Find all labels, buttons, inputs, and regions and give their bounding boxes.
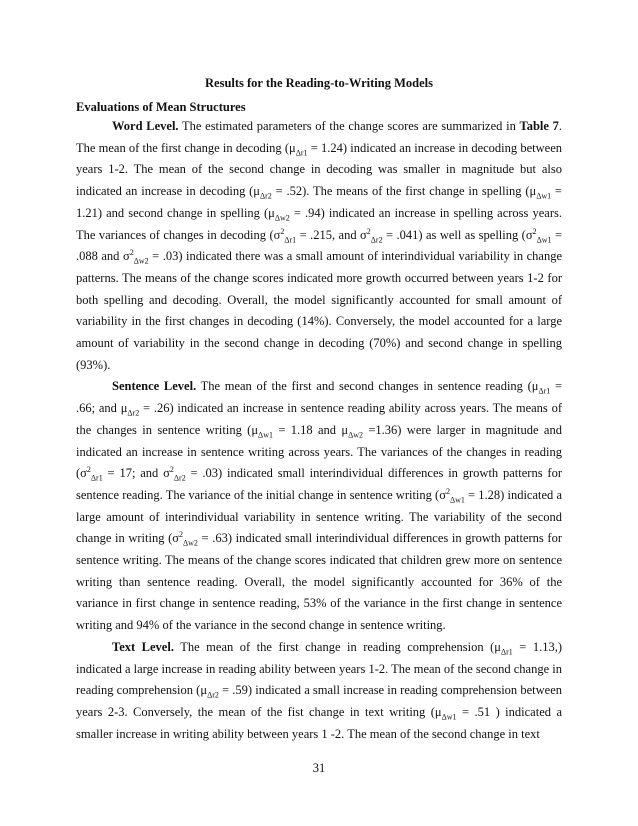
- text-run: = 1.24) indicated an increase in decoding between years 1-2. The mean of the second change in decoding was smaller in magnitude but also indicated an increase in decoding (μ: [76, 140, 563, 199]
- superscript: 2: [129, 248, 134, 258]
- superscript: 2: [532, 226, 537, 236]
- subscript: Δr1: [90, 473, 103, 483]
- superscript: 2: [280, 226, 285, 236]
- subscript: Δr2: [173, 473, 186, 483]
- text-run: = .63) indicated small interindividual differences in growth patterns for sentence writing. The means of the change scores indicated that children grew more on sentence writing than sentence reading. Overall, the model significantly accounted for 36% of the variance in first change in sentence reading, 53% of the variance in the first change in sentence writing and 94% of the variance in the second change in sentence writing.: [76, 531, 562, 633]
- text-run: = .66; and μ: [76, 379, 562, 416]
- text-run: = .59) indicated a small increase in reading comprehension between years 2-3. Conversely, the mean of the fist change in text writing (μ: [76, 683, 562, 719]
- text-run: = 17; and σ: [102, 466, 170, 481]
- text-run: . The mean of the first change in decoding (μ: [76, 119, 562, 155]
- text-run: The mean of the first change in reading comprehension (μ: [173, 639, 501, 654]
- subscript: Δr1: [538, 386, 551, 396]
- table-reference: Table 7: [519, 119, 559, 133]
- paragraph-word-level: [76, 116, 562, 376]
- subscript: Δr2: [127, 408, 140, 418]
- text-run: = .51 ) indicated a smaller increase in writing ability between years 1 -2. The mean of the second change in text: [76, 704, 562, 741]
- subscript: Δw1: [536, 235, 552, 245]
- run-in-heading-sentence-level: Sentence Level.: [112, 379, 197, 394]
- text-run: = .088 and σ: [76, 227, 562, 264]
- text-run: = .215, and σ: [296, 227, 367, 242]
- superscript: 2: [86, 465, 91, 475]
- run-in-heading-word-level: Word Level.: [112, 119, 179, 133]
- text-run: = .03) indicated small interindividual differences in growth patterns for sentence reading. The variance of the initial change in sentence writing (σ: [76, 466, 562, 502]
- page-title: Results for the Reading-to-Writing Models: [205, 76, 433, 90]
- superscript: 2: [445, 486, 450, 496]
- section-heading: Evaluations of Mean Structures: [76, 100, 246, 114]
- text-run: The mean of the first and second changes in sentence reading (μ: [196, 379, 539, 394]
- subscript: Δr1: [295, 148, 308, 158]
- text-run: =1.36) were larger in magnitude and indicated an increase in sentence writing across years. The variances of the changes in reading (σ: [76, 422, 562, 481]
- superscript: 2: [366, 226, 371, 236]
- text-run: = 1.13,) indicated a large increase in reading ability between years 1-2. The mean of the second change in reading comprehension (μ: [76, 639, 562, 698]
- superscript: 2: [178, 530, 183, 540]
- paragraph-text-level: [76, 637, 562, 746]
- subscript: Δw2: [133, 256, 149, 266]
- text-run: = .94) indicated an increase in spelling across years. The variances of changes in decoding (σ: [76, 205, 562, 242]
- subscript: Δw2: [348, 430, 363, 440]
- text-run: = 1.28) indicated a large amount of interindividual variability in sentence writing. The variability of the second change in writing (σ: [76, 487, 562, 546]
- subscript: Δw1: [441, 712, 457, 722]
- subscript: Δw2: [274, 213, 290, 223]
- subscript: Δr2: [370, 235, 383, 245]
- subscript: Δw2: [182, 538, 198, 548]
- paragraph-sentence-level: [76, 376, 562, 636]
- text-run: = .26) indicated an increase in sentence reading ability across years. The means of the changes in sentence writing (μ: [76, 401, 562, 437]
- text-run: = 1.21) and second change in spelling (μ: [76, 184, 562, 220]
- text-run: = .03) indicated there was a small amount of interindividual variability in change patterns. The means of the change scores indicated more growth occurred between years 1-2 for both spelling and decoding. Overall, the model significantly accounted for small amount of variability in the first changes in decoding (14%). Conversely, the model accounted for a large amount of variability in the second change in decoding (70%) and second change in spelling (93%).: [76, 249, 562, 372]
- text-run: = 1.18 and μ: [272, 422, 349, 437]
- subscript: Δr1: [284, 235, 297, 245]
- text-run: The estimated parameters of the change scores are summarized in: [178, 119, 520, 133]
- superscript: 2: [169, 465, 174, 475]
- run-in-heading-text-level: Text Level.: [112, 639, 174, 654]
- subscript: Δw1: [258, 430, 273, 440]
- subscript: Δw1: [536, 191, 552, 201]
- page-number: 31: [312, 761, 326, 775]
- subscript: Δr2: [260, 191, 272, 201]
- text-run: = .52). The means of the first change in spelling (μ: [271, 184, 537, 199]
- subscript: Δr2: [207, 690, 219, 700]
- subscript: Δw1: [449, 495, 465, 505]
- subscript: Δr1: [500, 647, 513, 657]
- body-text: [76, 116, 562, 745]
- text-run: = .041) as well as spelling (σ: [382, 227, 533, 242]
